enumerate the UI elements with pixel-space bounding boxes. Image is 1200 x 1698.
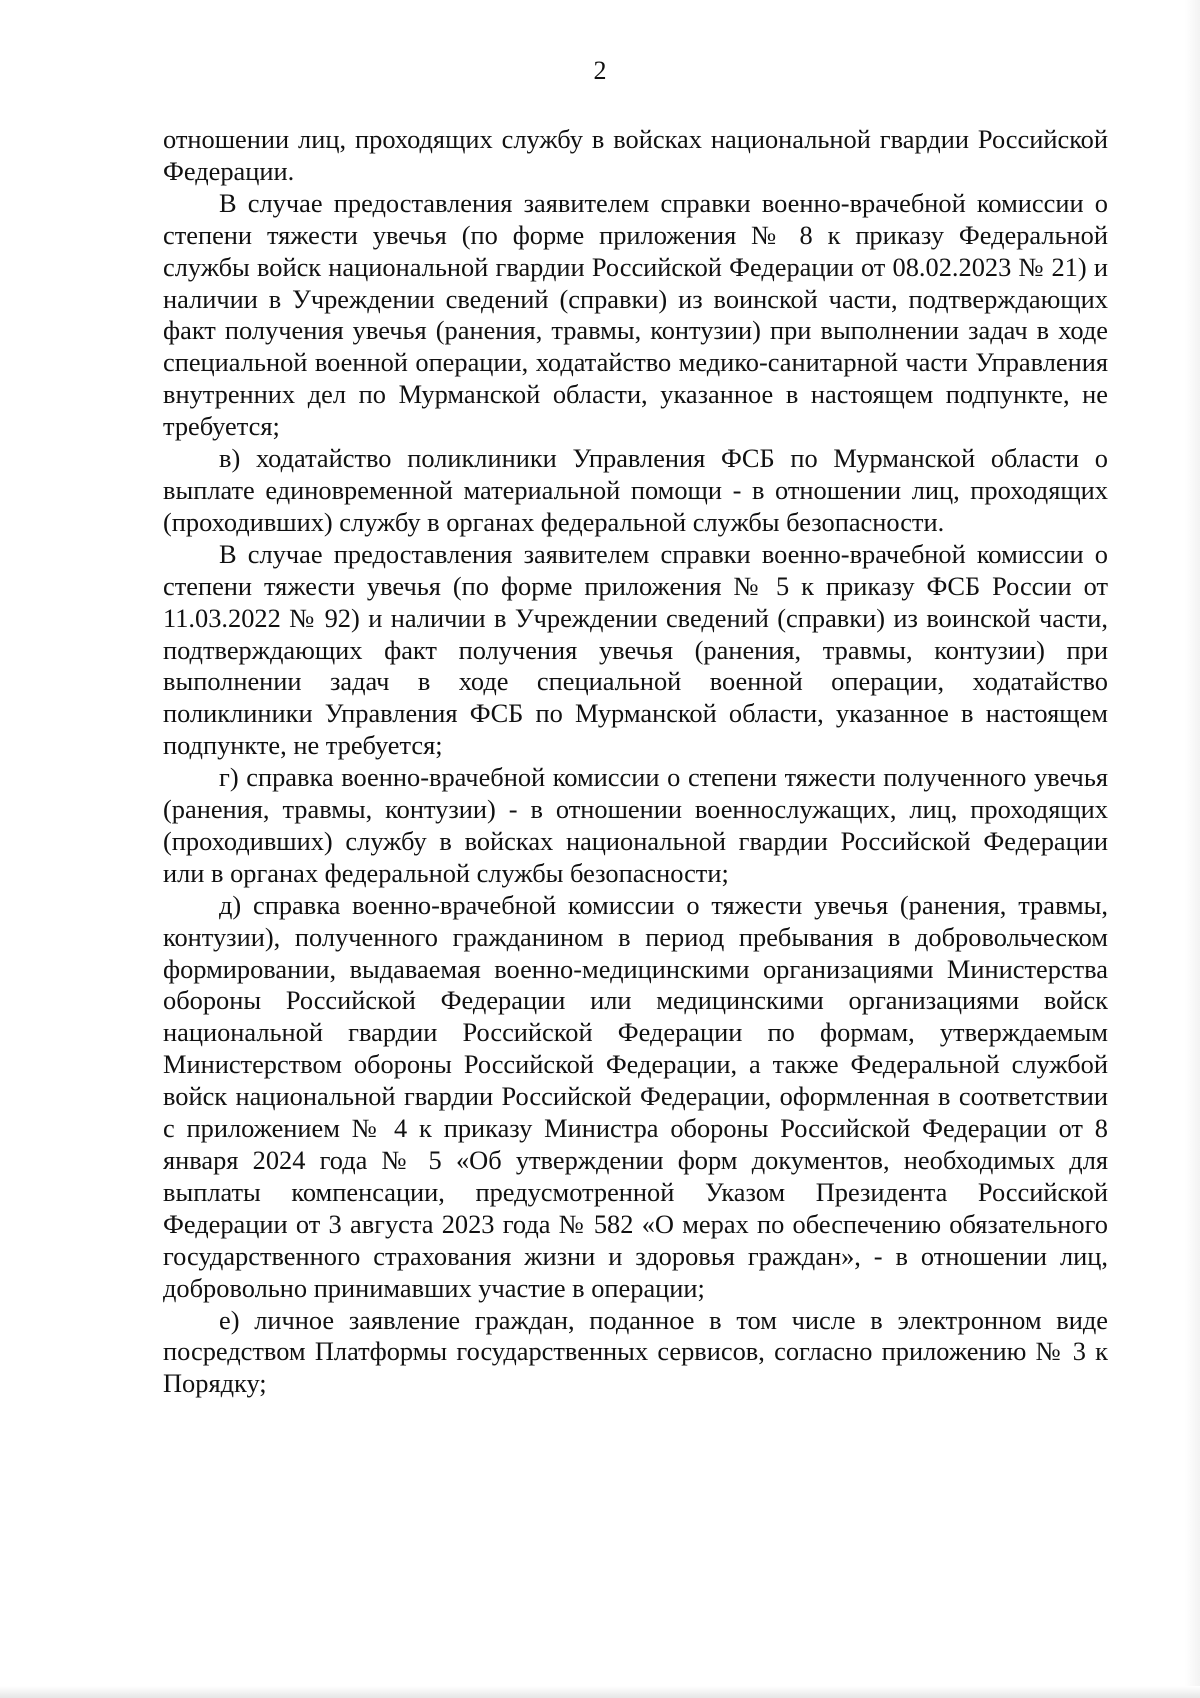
document-body [163,124,1108,1400]
paragraph-item-e: е) личное заявление граждан, поданное в том числе в электронном виде посредством Платформы государственных сервисов, согласно приложению № 3 к Порядку; [163,1304,1108,1399]
paragraph-continuation: отношении лиц, проходящих службу в войсках национальной гвардии Российской Федерации. [163,124,1108,186]
paragraph-item-d: д) справка военно-врачебной комиссии о тяжести увечья (ранения, травмы, контузии), полученного гражданином в период пребывания в добровольческом формировании, выдаваемая военно-медицинскими организациями Министерства обороны Российской Федерации или медицинскими организациями войск национальной гвардии Российской Федерации по формам, утверждаемым Министерством обороны Российской Федерации, а также Федеральной службой войск национальной гвардии Российской Федерации, оформленная в соответствии с приложением № 4 к приказу Министра обороны Российской Федерации от 8 января 2024 года № 5 «Об утверждении форм документов, необходимых для выплаты компенсации, предусмотренной Указом Президента Российской Федерации от 3 августа 2023 года № 582 «О мерах по обеспечению обязательного государственного страхования жизни и здоровья граждан», - в отношении лиц, добровольно принимавших участие в операции; [163,889,1108,1303]
paragraph-item-g: г) справка военно-врачебной комиссии о степени тяжести полученного увечья (ранения, травмы, контузии) - в отношении военнослужащих, лиц, проходящих (проходивших) службу в войсках национальной гвардии Российской Федерации или в органах федеральной службы безопасности; [163,762,1108,888]
paragraph-rosgvardia-exception: В случае предоставления заявителем справки военно-врачебной комиссии о степени тяжести увечья (по форме приложения № 8 к приказу Федеральной службы войск национальной гвардии Российской Федерации от 08.02.2023 № 21) и наличии в Учреждении сведений (справки) из воинской части, подтверждающих факт получения увечья (ранения, травмы, контузии) при выполнении задач в ходе специальной военной операции, ходатайство медико-санитарной части Управления внутренних дел по Мурманской области, указанное в настоящем подпункте, не требуется; [163,187,1108,442]
scan-bottom-shadow [0,1686,1200,1698]
scan-edge-shadow [1185,0,1200,1698]
page-number: 2 [593,56,607,85]
paragraph-item-v: в) ходатайство поликлиники Управления ФСБ по Мурманской области о выплате единовременной материальной помощи - в отношении лиц, проходящих (проходивших) службу в органах федеральной службы безопасности. [163,443,1108,537]
paragraph-fsb-exception: В случае предоставления заявителем справки военно-врачебной комиссии о степени тяжести увечья (по форме приложения № 5 к приказу ФСБ России от 11.03.2022 № 92) и наличии в Учреждении сведений (справки) из воинской части, подтверждающих факт получения увечья (ранения, травмы, контузии) при выполнении задач в ходе специальной военной операции, ходатайство поликлиники Управления ФСБ по Мурманской области, указанное в настоящем подпункте, не требуется; [163,538,1108,761]
